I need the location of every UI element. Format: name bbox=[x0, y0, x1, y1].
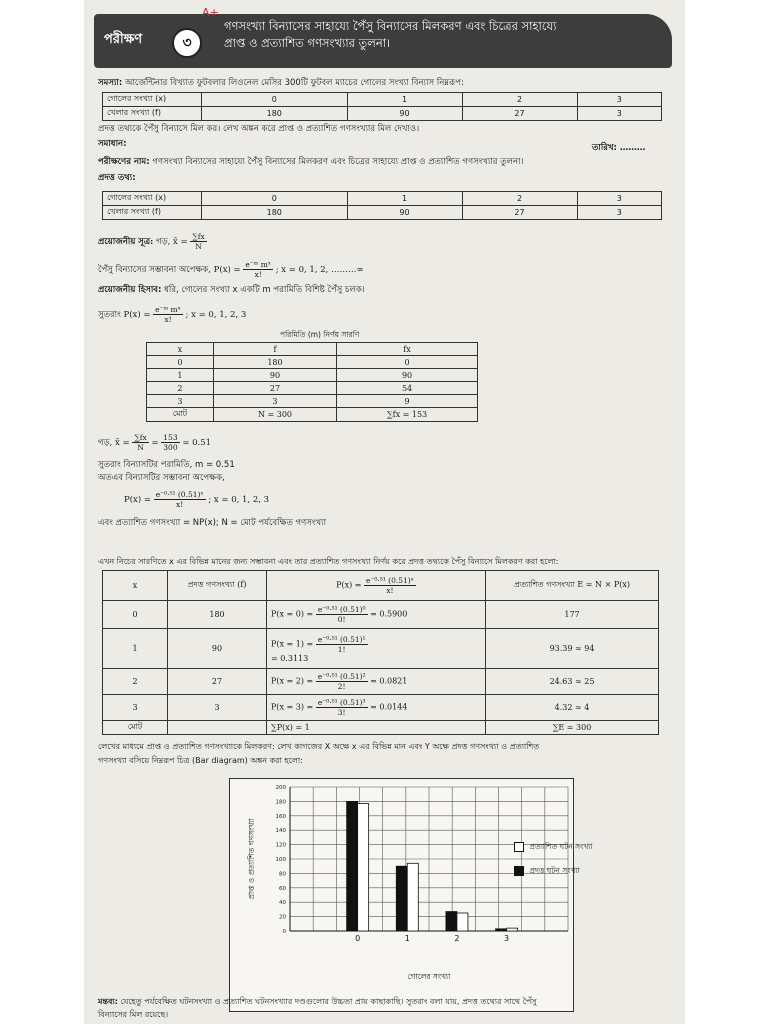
fraction-numerator: e⁻⁰·⁵¹ (0.51)³ bbox=[317, 698, 366, 707]
x-tick-label: 0 bbox=[355, 934, 361, 943]
table-cell: 0 bbox=[337, 356, 478, 369]
experiment-number: ৩ bbox=[172, 28, 202, 58]
fraction-numerator: e⁻⁰·⁵¹ (0.51)² bbox=[317, 672, 366, 681]
legend-item-expected bbox=[514, 842, 593, 854]
table-cell: 27 bbox=[213, 382, 336, 395]
bar-chart-svg bbox=[230, 779, 573, 1011]
table-cell: 180 bbox=[202, 107, 348, 121]
table-row bbox=[147, 395, 478, 408]
given-data-table bbox=[102, 191, 662, 220]
table-cell: 90 bbox=[337, 369, 478, 382]
column-header: fx bbox=[337, 343, 478, 356]
fraction-denominator: N bbox=[195, 242, 202, 251]
table-cell: 90 bbox=[213, 369, 336, 382]
calculation-text: ধরি, গোলের সংখ্যা x একটি m পরামিতি বিশিষ্ট পৈঁসু চলক। bbox=[164, 285, 365, 295]
required-formula bbox=[98, 232, 207, 251]
column-header: x bbox=[147, 343, 214, 356]
table-row bbox=[103, 192, 662, 206]
fraction-denominator: x! bbox=[164, 315, 172, 324]
table-cell: 27 bbox=[168, 669, 267, 695]
p-fraction bbox=[316, 605, 368, 624]
graph-text-line-2: গণসংখ্যা বসিয়ে নিম্নরূপ চিত্র (Bar diagram) অঙ্কন করা হলো: bbox=[98, 756, 303, 765]
table-cell: 0 bbox=[103, 601, 168, 629]
table-cell: 2 bbox=[462, 192, 577, 206]
problem-statement bbox=[98, 78, 464, 89]
fraction-numerator: 153 bbox=[163, 433, 178, 442]
table-cell: 3 bbox=[577, 206, 661, 220]
table-header-row bbox=[103, 571, 659, 601]
table-row bbox=[103, 206, 662, 220]
fitting-table bbox=[102, 570, 659, 735]
so-pmf-fraction bbox=[153, 305, 183, 324]
date-label: তারিখ: ……… bbox=[592, 143, 646, 153]
document-page bbox=[84, 0, 685, 1024]
problem-instruction: প্রদত্ত তথ্যকে পৈঁসু বিন্যাসে মিল কর। লেখ অঙ্কন করে প্রাপ্ত ও প্রত্যাশিত গণসংখ্যার মিল দেখাও। bbox=[98, 124, 420, 134]
fraction-numerator: e⁻⁰·⁵¹ (0.51)ˣ bbox=[366, 576, 414, 585]
solution-label: সমাধান: bbox=[98, 139, 127, 149]
table-row bbox=[103, 669, 659, 695]
table-row bbox=[147, 382, 478, 395]
legend-item-observed bbox=[514, 866, 580, 878]
probability-cell bbox=[267, 601, 486, 629]
table-cell: ∑E = 300 bbox=[486, 721, 659, 735]
calculation-label: প্রয়োজনীয় হিসাব: bbox=[98, 285, 162, 295]
legend-label: প্রদত্ত ঘটন সংখ্যা bbox=[529, 866, 580, 875]
y-tick-label: 140 bbox=[275, 828, 286, 835]
x-tick-label: 2 bbox=[454, 934, 460, 943]
comment-line-2: বিন্যাসের মিল রয়েছে। bbox=[98, 1010, 169, 1019]
table-cell: মোট bbox=[147, 408, 214, 422]
p-label: P(x = 1) = bbox=[271, 639, 314, 648]
row-label: গোলের সংখ্যা (x) bbox=[103, 192, 202, 206]
parameter-line: সুতরাং বিন্যাসটির পরামিতি, m = 0.51 bbox=[98, 460, 235, 470]
probability-cell bbox=[267, 629, 486, 669]
table-cell: 177 bbox=[486, 601, 659, 629]
probability-cell bbox=[267, 669, 486, 695]
y-tick-label: 160 bbox=[275, 813, 286, 820]
table-cell: 93.39 ≈ 94 bbox=[486, 629, 659, 669]
x-axis-label: গোলের সংখ্যা bbox=[407, 972, 451, 981]
fraction-numerator: e⁻ᵐ mˣ bbox=[245, 260, 271, 269]
given-data-label: প্রদত্ত তথ্য: bbox=[98, 173, 136, 183]
bar-expected bbox=[407, 863, 418, 931]
column-header: প্রত্যাশিত গণসংখ্যা E = N × P(x) bbox=[486, 571, 659, 601]
column-header-px bbox=[267, 571, 486, 601]
fraction-numerator: e⁻⁰·⁵¹ (0.51)⁰ bbox=[317, 605, 366, 614]
mean-calc-result: = 0.51 bbox=[182, 438, 212, 448]
table-row bbox=[103, 107, 662, 121]
table-cell: 3 bbox=[103, 695, 168, 721]
problem-text: আর্জেন্টিনার বিখ্যাত ফুটবলার লিওনেল মেসির 300টি ফুটবল ম্যাচের গোলের সংখ্যা বিন্যাস নিম্নরূপ: bbox=[124, 78, 464, 88]
prob-fn-intro: P(x) = bbox=[124, 495, 151, 505]
table-cell: 90 bbox=[168, 629, 267, 669]
table-cell: 2 bbox=[147, 382, 214, 395]
p-value: = 0.5900 bbox=[370, 609, 408, 619]
table-total-row bbox=[147, 408, 478, 422]
parameter-table bbox=[146, 342, 478, 422]
p-fraction bbox=[316, 698, 368, 717]
prob-fn-fraction bbox=[154, 490, 206, 509]
table-cell: 27 bbox=[462, 206, 577, 220]
table-cell: 4.32 ≈ 4 bbox=[486, 695, 659, 721]
pmf-definition bbox=[98, 260, 364, 279]
pmf-fraction bbox=[243, 260, 273, 279]
table-row bbox=[103, 93, 662, 107]
bar-expected bbox=[358, 804, 369, 931]
bar-observed bbox=[446, 912, 457, 931]
p-label: P(x = 3) = bbox=[271, 702, 314, 712]
probability-cell bbox=[267, 695, 486, 721]
experiment-label: পরীক্ষণ bbox=[104, 32, 143, 47]
probability-function bbox=[124, 490, 269, 509]
pmf-domain: ; x = 0, 1, 2, ………∞ bbox=[275, 265, 364, 275]
fraction-numerator: ∑fx bbox=[134, 433, 147, 442]
column-header: প্রদত্ত গণসংখ্যা (f) bbox=[168, 571, 267, 601]
fraction-numerator: ∑fx bbox=[192, 232, 205, 241]
table-cell: 90 bbox=[347, 107, 462, 121]
y-tick-label: 20 bbox=[279, 914, 286, 921]
table-cell: 1 bbox=[147, 369, 214, 382]
table-row bbox=[147, 369, 478, 382]
required-calculation bbox=[98, 285, 365, 296]
y-tick-label: 100 bbox=[275, 857, 286, 863]
x-tick-label: 1 bbox=[404, 934, 410, 943]
fraction-denominator: 0! bbox=[337, 615, 346, 624]
column-header: f bbox=[213, 343, 336, 356]
p-value: = 0.0821 bbox=[370, 676, 408, 686]
probability-function-line: অতএব বিন্যাসটির সম্ভাবনা অপেক্ষক, bbox=[98, 473, 225, 483]
column-header: x bbox=[103, 571, 168, 601]
table-header-row bbox=[147, 343, 478, 356]
fraction-denominator: 2! bbox=[337, 682, 346, 691]
title-line-1: গণসংখ্যা বিন্যাসের সাহায্যে পৈঁসু বিন্যাসের মিলকরণ এবং চিত্রের সাহায্যে bbox=[224, 19, 557, 33]
p-value: = 0.3113 bbox=[271, 653, 309, 663]
legend-label: প্রত্যাশিত ঘটন সংখ্যা bbox=[529, 842, 593, 851]
mean-calc-intro: গড়, x̄ = bbox=[98, 438, 130, 448]
p-label: P(x = 0) = bbox=[271, 609, 314, 619]
table-cell: 180 bbox=[213, 356, 336, 369]
row-label: গোলের সংখ্যা (x) bbox=[103, 93, 202, 107]
table-cell: 54 bbox=[337, 382, 478, 395]
y-tick-label: 80 bbox=[279, 871, 286, 878]
row-label: খেলার সংখ্যা (f) bbox=[103, 206, 202, 220]
bar-expected bbox=[507, 928, 518, 931]
table-cell: 1 bbox=[347, 192, 462, 206]
experiment-title bbox=[224, 18, 664, 52]
formula-label: প্রয়োজনীয় সূত্র: bbox=[98, 237, 154, 247]
fraction-numerator: e⁻⁰·⁵¹ (0.51)¹ bbox=[317, 634, 366, 644]
table-cell: 2 bbox=[103, 669, 168, 695]
row-label: খেলার সংখ্যা (f) bbox=[103, 107, 202, 121]
legend-swatch-observed bbox=[514, 866, 524, 876]
mean-calc-fraction-1 bbox=[132, 433, 148, 452]
comment-line-1 bbox=[98, 996, 537, 1007]
fraction-denominator: x! bbox=[386, 586, 394, 595]
problem-table bbox=[102, 92, 662, 121]
table-cell: 3 bbox=[147, 395, 214, 408]
fraction-denominator: 300 bbox=[163, 443, 178, 452]
y-tick-label: 0 bbox=[282, 929, 286, 935]
p-fraction bbox=[316, 635, 368, 654]
table-cell bbox=[168, 721, 267, 735]
comment-text: যেহেতু পর্যবেক্ষিত ঘটনসংখ্যা ও প্রত্যাশিত ঘটনসংখ্যার দণ্ডগুলোর উচ্চতা প্রায় কাছাকাছি। সুতরাং বলা যায়, প্রদত্ত তথ্যের সাথে পৈঁসু bbox=[120, 997, 537, 1006]
bar-observed bbox=[396, 866, 407, 931]
y-axis-label: প্রাপ্ত ও প্রত্যাশিত গণসংখ্যা bbox=[247, 818, 256, 900]
fitting-line: এখন নিচের সারণিতে x এর বিভিন্ন মানের জন্য সম্ভাবনা এবং তার প্রত্যাশিত গণসংখ্যা নির্ণয় করে প্রদত্ত তথ্যকে পৈঁসু বিন্যাসে মিলকরণ করা হলো: bbox=[98, 557, 559, 566]
bar-observed bbox=[347, 801, 358, 931]
pmf-intro: পৈঁসু বিন্যাসের সম্ভাবনা অপেক্ষক, P(x) = bbox=[98, 265, 241, 275]
y-tick-label: 40 bbox=[279, 900, 286, 907]
graph-text-line-1: লেখের মাধ্যমে প্রাপ্ত ও প্রত্যাশিত গণসংখ্যাকে মিলকরণ: লেখ কাগজের X অক্ষে x এর বিভিন্ন মান এবং Y অক্ষে প্রদত্ত গণসংখ্যা ও প্রত্যাশিত bbox=[98, 742, 540, 751]
comment-label: মন্তব্য: bbox=[98, 997, 118, 1006]
expected-frequency-line: এবং প্রত্যাশিত গণসংখ্যা = NP(x); N = মোট পর্যবেক্ষিত গণসংখ্যা bbox=[98, 518, 327, 528]
table-cell: ∑P(x) = 1 bbox=[267, 721, 486, 735]
table-cell: 90 bbox=[347, 206, 462, 220]
experiment-name-label: পরীক্ষণের নাম: bbox=[98, 157, 150, 167]
table-cell: 3 bbox=[577, 192, 661, 206]
table-cell: 27 bbox=[462, 107, 577, 121]
x-tick-label: 3 bbox=[504, 934, 510, 943]
p-label: P(x = 2) = bbox=[271, 676, 314, 686]
experiment-name-text: গণসংখ্যা বিন্যাসের সাহায্যে পৈঁসু বিন্যাসের মিলকরণ এবং চিত্রের সাহায্যে প্রাপ্ত ও প্রত্যাশিত গণসংখ্যার তুলনা। bbox=[152, 157, 524, 167]
table-cell: 3 bbox=[168, 695, 267, 721]
table-cell: 24.63 ≈ 25 bbox=[486, 669, 659, 695]
fraction-denominator: 1! bbox=[337, 644, 346, 654]
p-value: = 0.0144 bbox=[370, 702, 408, 712]
table-cell: 0 bbox=[202, 192, 348, 206]
y-tick-label: 60 bbox=[279, 885, 286, 892]
table-cell: N = 300 bbox=[213, 408, 336, 422]
so-pmf bbox=[98, 305, 246, 324]
table-cell: 0 bbox=[202, 93, 348, 107]
fraction-numerator: e⁻⁰·⁵¹ (0.51)ˣ bbox=[155, 490, 204, 499]
p-fraction bbox=[316, 672, 368, 691]
px-header-intro: P(x) = bbox=[336, 580, 362, 590]
table-cell: 1 bbox=[347, 93, 462, 107]
experiment-name bbox=[98, 157, 524, 168]
fraction-numerator: e⁻ᵐ mˣ bbox=[155, 305, 181, 314]
table-cell: 0 bbox=[147, 356, 214, 369]
table-cell: 3 bbox=[213, 395, 336, 408]
mean-calculation: গড়, x̄ = $\frac{\sum fx}{N}$ = $\frac{153}{300}$ = 0.51 bbox=[98, 433, 212, 452]
table-row bbox=[147, 356, 478, 369]
fraction-denominator: x! bbox=[176, 500, 184, 509]
bar-expected bbox=[457, 913, 468, 931]
table-cell: 9 bbox=[337, 395, 478, 408]
fraction-denominator: 3! bbox=[337, 708, 346, 717]
fraction-denominator: N bbox=[137, 443, 144, 452]
bar-observed bbox=[496, 929, 507, 931]
handwritten-mark: A+ bbox=[202, 6, 219, 19]
problem-label: সমস্যা: bbox=[98, 78, 123, 88]
table-cell: মোট bbox=[103, 721, 168, 735]
mean-calc-fraction-2 bbox=[161, 433, 179, 452]
table-cell: 3 bbox=[577, 107, 661, 121]
table-row bbox=[103, 695, 659, 721]
so-pmf-domain: ; x = 0, 1, 2, 3 bbox=[185, 310, 247, 320]
y-tick-label: 180 bbox=[275, 799, 286, 806]
legend-swatch-expected bbox=[514, 842, 524, 852]
table-cell: 3 bbox=[577, 93, 661, 107]
table-row bbox=[103, 629, 659, 669]
mean-formula-text: গড়, x̄ = bbox=[156, 237, 188, 247]
px-header-fraction bbox=[364, 576, 416, 595]
y-tick-label: 120 bbox=[275, 842, 286, 849]
y-tick-label: 200 bbox=[275, 785, 286, 791]
prob-fn-domain: ; x = 0, 1, 2, 3 bbox=[208, 495, 270, 505]
table-cell: 180 bbox=[202, 206, 348, 220]
table-cell: ∑fx = 153 bbox=[337, 408, 478, 422]
table-cell: 2 bbox=[462, 93, 577, 107]
fraction-denominator: x! bbox=[254, 270, 262, 279]
table-total-row bbox=[103, 721, 659, 735]
parameter-table-title: পরিমিতি (m) নির্ণয় সারণি bbox=[280, 330, 360, 339]
so-pmf-intro: সুতরাং P(x) = bbox=[98, 310, 151, 320]
mean-fraction bbox=[190, 232, 206, 251]
table-cell: 1 bbox=[103, 629, 168, 669]
title-line-2: প্রাপ্ত ও প্রত্যাশিত গণসংখ্যার তুলনা। bbox=[224, 36, 391, 50]
table-cell: 180 bbox=[168, 601, 267, 629]
bar-chart bbox=[229, 778, 574, 1012]
table-row bbox=[103, 601, 659, 629]
